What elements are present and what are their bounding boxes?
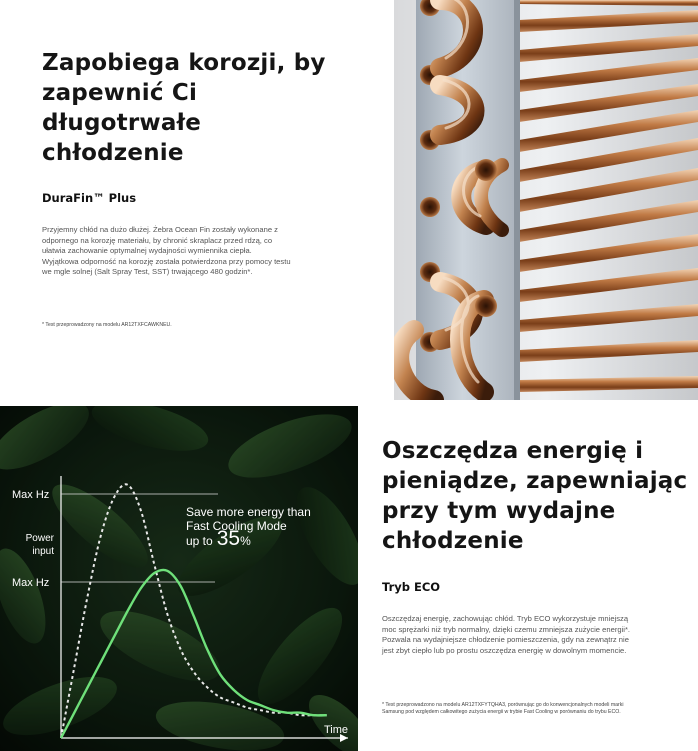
body-line: Wyjątkowa odporność na korozję została potwierdzona przy pomocy testu — [42, 256, 291, 266]
coil-illustration — [394, 0, 698, 400]
annotation-prefix: up to — [186, 534, 213, 548]
headline-line: pieniądze, zapewniając — [382, 468, 688, 494]
annotation-unit: % — [240, 534, 251, 548]
durafin-subtitle: DuraFin™ Plus — [42, 191, 137, 205]
annotation-value: 35 — [216, 527, 241, 550]
footnote-line: Samsung pod względem całkowitego zużycia energii w trybie Fast Cooling w porównaniu do trybu ECO. — [382, 709, 621, 715]
durafin-description — [42, 225, 291, 278]
headline-line: Oszczędza energię i — [382, 438, 644, 464]
eco-energy-chart — [0, 406, 358, 751]
xlabel: Time — [323, 724, 348, 736]
durafin-headline — [42, 48, 326, 168]
annotation-line-1: Save more energy than — [186, 505, 311, 519]
body-line: we mgle solnej (Salt Spray Test, SST) trwającego 480 godzin*. — [42, 267, 253, 277]
eco-headline — [382, 436, 687, 556]
eco-section-text — [358, 406, 698, 751]
body-line: jest zbyt ciepło lub po prostu oszczędza energię w dowolnym momencie. — [382, 645, 627, 655]
body-line: odpornego na korozję materiału, by chronić skraplacz przed rdzą, co — [42, 235, 273, 245]
headline-line: chłodzenie — [382, 528, 524, 554]
body-line: moc sprężarki niż tryb normalny, dzięki czemu zmniejsza zużycie energii*. — [382, 624, 631, 634]
body-line: Przyjemny chłód na dużo dłużej. Żebra Ocean Fin zostały wykonane z — [42, 225, 278, 234]
durafin-footnote: * Test przeprowadzony na modelu AR12TXFCAWKNEU. — [42, 322, 172, 328]
eco-footnote — [382, 702, 624, 716]
ytick-max-hz-top: Max Hz — [12, 489, 50, 501]
body-line: ułatwia zachowanie optymalnej wydajności wymiennika ciepła. — [42, 246, 252, 256]
body-line: Pozwala na wydajniejsze chłodzenie pomieszczenia, gdy na zewnątrz nie — [382, 635, 629, 645]
durafin-section-text — [0, 0, 394, 400]
headline-line: chłodzenie — [42, 140, 184, 166]
footnote-line: * Test przeprowadzono na modelu AR12TXFYTQHA3, porównując go do konwencjonalnych modeli marki — [382, 702, 624, 708]
eco-subtitle: Tryb ECO — [382, 580, 441, 594]
chart-canvas — [0, 406, 358, 751]
annotation-line-2: Fast Cooling Mode — [186, 519, 287, 533]
eco-description — [382, 614, 630, 656]
copper-coil-image — [394, 0, 698, 400]
headline-line: Zapobiega korozji, by — [42, 50, 326, 76]
headline-line: zapewnić Ci — [42, 80, 198, 106]
headline-line: długotrwałe — [42, 110, 202, 136]
body-line: Oszczędzaj energię, zachowując chłód. Tryb ECO wykorzystuje mniejszą — [382, 614, 629, 623]
ylabel-line-2: input — [32, 546, 54, 557]
headline-line: przy tym wydajne — [382, 498, 616, 524]
ytick-max-hz-eco: Max Hz — [12, 577, 50, 589]
ylabel-line-1: Power — [25, 533, 54, 544]
